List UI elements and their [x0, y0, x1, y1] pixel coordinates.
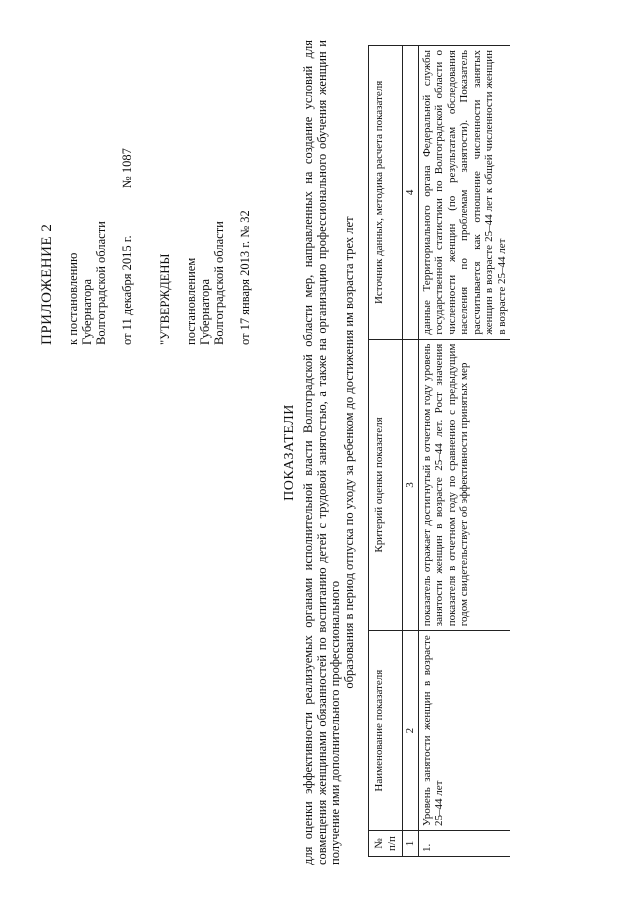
table-header-row [369, 46, 403, 857]
column-number: 2 [403, 631, 419, 831]
approved-line: постановлением [184, 257, 198, 345]
indicator-source: данные Территориального органа Федеральной службы государственной статистики по Волгоградской области о численности женщин (по результатам обследования населения по проблемам занятости). Показатель рассчитывается как отношение численности занятых женщин в возрасте 25–44 лет к общей численности женщин в возрасте 25–44 лет [418, 46, 510, 340]
table-row [418, 46, 510, 857]
column-number-row [403, 46, 419, 857]
approved-line: Волгоградской области [212, 221, 226, 345]
column-header: Наименование показателя [369, 631, 403, 831]
column-header: Критерий оценки показателя [369, 339, 403, 631]
row-number: 1. [418, 831, 510, 857]
resolution-number: № 1087 [120, 148, 134, 189]
column-number: 1 [403, 831, 419, 857]
page-subtitle [302, 40, 356, 865]
approved-line: Губернатора [198, 278, 212, 345]
subtitle-last-line: образования в период отпуска по уходу за ребенком до достижения им возраста трех лет [341, 216, 356, 689]
column-number: 4 [403, 46, 419, 340]
indicators-table [368, 45, 510, 857]
indicator-name: Уровень занятости женщин в возрасте 25–44 лет [418, 631, 510, 831]
subtitle-text: для оценки эффективности реализуемых органами исполнительной власти Волгоградской области мер, направленных на создание условий для совмещения женщинами обязанностей по воспитанию детей с трудовой занятостью, а также на организацию профессионального обучения женщин и получение ими дополнительного профессионального [301, 40, 342, 865]
column-number: 3 [403, 339, 419, 631]
approved-date: от 17 января 2013 г. № 32 [238, 210, 252, 345]
resolution-date: от 11 декабря 2015 г. [120, 235, 134, 345]
page-title: ПОКАЗАТЕЛИ [282, 404, 297, 501]
appendix-label: ПРИЛОЖЕНИЕ 2 [39, 223, 55, 345]
indicator-criterion: показатель отражает достигнутый в отчетном году уровень занятости женщин в возрасте 25–44 лет. Рост значения показателя в отчетном году по сравнению с предыдущим годом свидетельствует об эффективности принятых мер [418, 339, 510, 631]
approved-label: "УТВЕРЖДЕНЫ [158, 253, 172, 345]
resolution-line: Волгоградской области [94, 221, 108, 345]
column-header: № п/п [369, 831, 403, 857]
resolution-line: к постановлению [66, 252, 80, 345]
resolution-line: Губернатора [80, 278, 94, 345]
column-header: Источник данных, методика расчета показателя [369, 46, 403, 340]
appendix-header [40, 45, 252, 345]
